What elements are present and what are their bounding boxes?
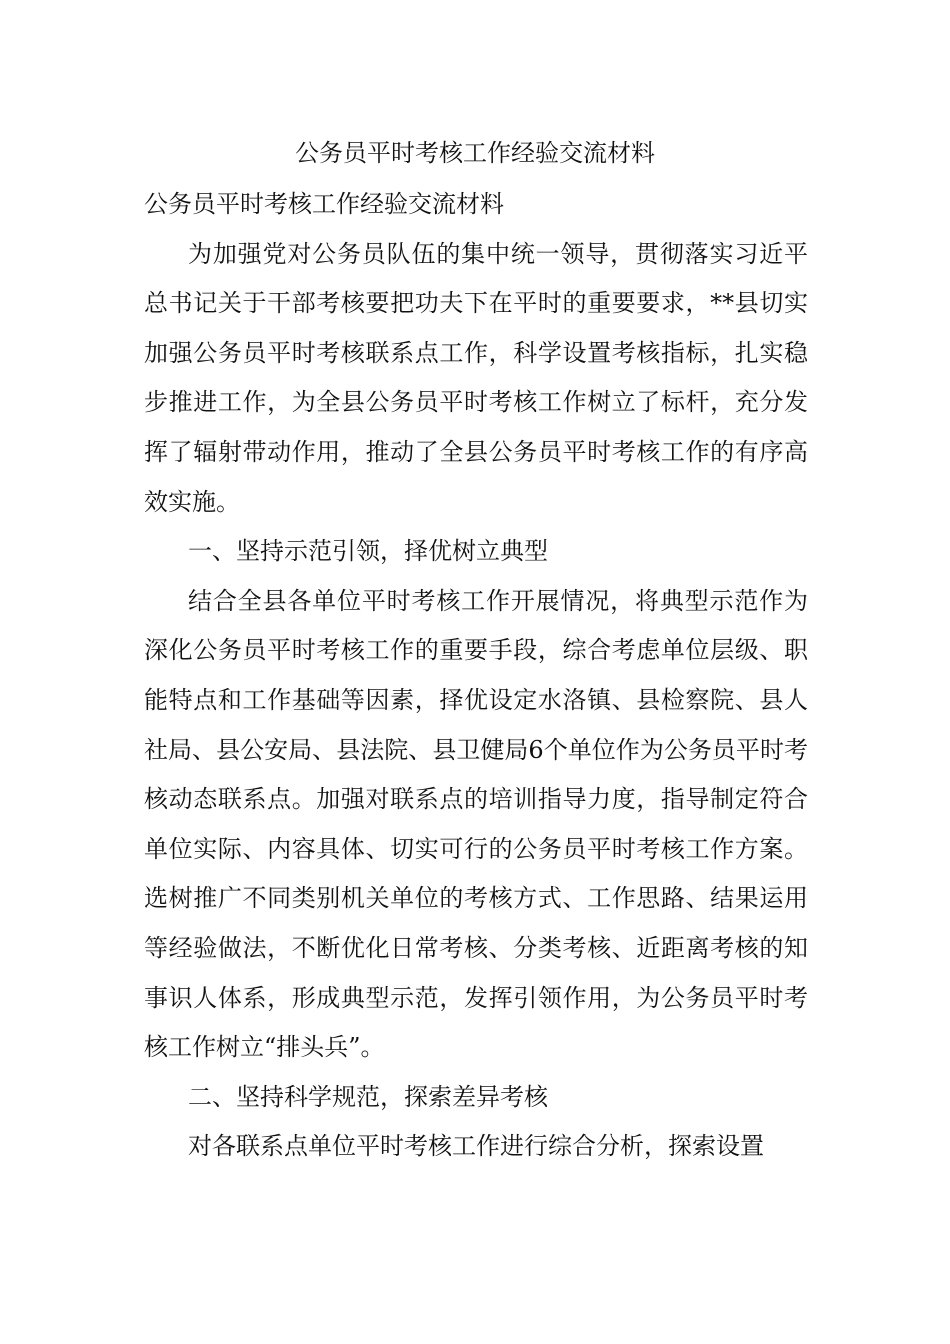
section-heading-1: 一、坚持示范引领，择优树立典型: [188, 537, 548, 566]
paragraph-section-2: 对各联系点单位平时考核工作进行综合分析，探索设置: [188, 1132, 764, 1161]
paragraph-section-1: 结合全县各单位平时考核工作开展情况，将典型示范作为深化公务员平时考核工作的重要手段，综合考虑单位层级、职能特点和工作基础等因素，择优设定水洛镇、县检察院、县人社局、县公安局、县法院、县卫健局6个单位作为公务员平时考核动态联系点。加强对联系点的培训指导力度，指导制定符合单位实际、内容具体、切实可行的公务员平时考核工作方案。选树推广不同类别机关单位的考核方式、工作思路、结果运用等经验做法，不断优化日常考核、分类考核、近距离考核的知事识人体系，形成典型示范，发挥引领作用，为公务员平时考核工作树立“排头兵”。: [144, 586, 808, 1062]
document-body: [144, 180, 808, 1172]
section-heading-2: 二、坚持科学规范，探索差异考核: [188, 1082, 548, 1111]
paragraph-intro: 为加强党对公务员队伍的集中统一领导，贯彻落实习近平总书记关于干部考核要把功夫下在平时的重要要求，**县切实加强公务员平时考核联系点工作，科学设置考核指标，扎实稳步推进工作，为全县公务员平时考核工作树立了标杆，充分发挥了辐射带动作用，推动了全县公务员平时考核工作的有序高效实施。: [144, 239, 808, 516]
document-subtitle: 公务员平时考核工作经验交流材料: [144, 190, 504, 218]
document-title: 公务员平时考核工作经验交流材料: [295, 139, 655, 167]
